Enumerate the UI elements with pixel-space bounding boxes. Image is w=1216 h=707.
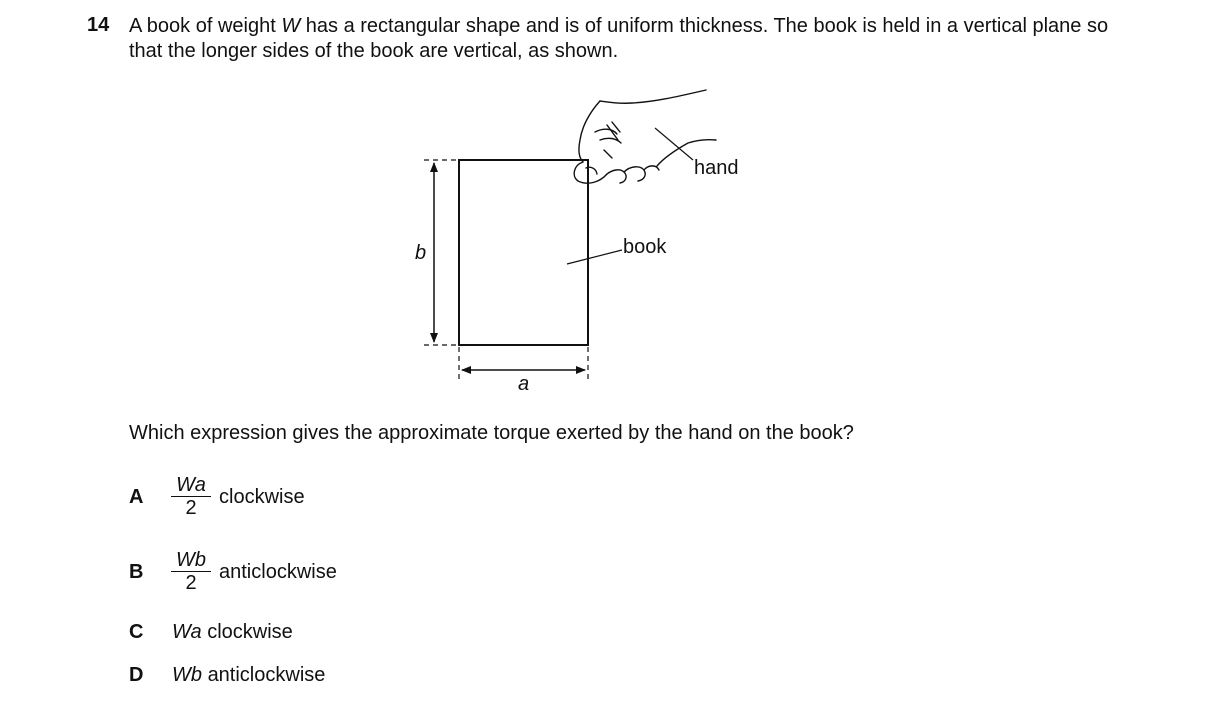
book-rectangle [459, 160, 588, 345]
option-d-expr: Wb [172, 664, 202, 686]
option-a-numerator: Wa [171, 474, 211, 497]
option-b-numerator: Wb [171, 549, 211, 572]
stem-text-part2: has a rectangular shape and is of uniform thickness. The book is held in a vertical plane so that the longer sides of the book are vertical, as shown. [129, 15, 1109, 62]
option-c-direction: clockwise [207, 621, 293, 643]
question-number: 14 [87, 14, 110, 36]
option-a-direction: clockwise [219, 486, 305, 508]
option-d-text [172, 664, 325, 687]
width-label: a [518, 373, 530, 395]
option-c-letter[interactable]: C [129, 621, 144, 643]
option-b-denominator: 2 [185, 572, 197, 594]
option-b-letter[interactable]: B [129, 561, 144, 583]
option-b-fraction [171, 549, 211, 594]
hand-label: hand [694, 157, 739, 179]
book-label: book [623, 236, 667, 258]
option-b-direction: anticlockwise [219, 561, 337, 583]
option-c-expr: Wa [172, 621, 202, 643]
option-d-direction: anticlockwise [207, 664, 326, 686]
option-a-denominator: 2 [185, 497, 197, 519]
stem-weight-symbol: W [281, 15, 301, 37]
option-a-fraction [171, 474, 211, 519]
option-c-text [172, 621, 293, 644]
book-leader-line [567, 250, 622, 264]
option-a-letter[interactable]: A [129, 486, 144, 508]
option-d-letter[interactable]: D [129, 664, 144, 686]
question-prompt: Which expression gives the approximate torque exerted by the hand on the book? [129, 422, 854, 444]
height-label: b [415, 242, 427, 264]
stem-text-part1: A book of weight [129, 15, 282, 37]
